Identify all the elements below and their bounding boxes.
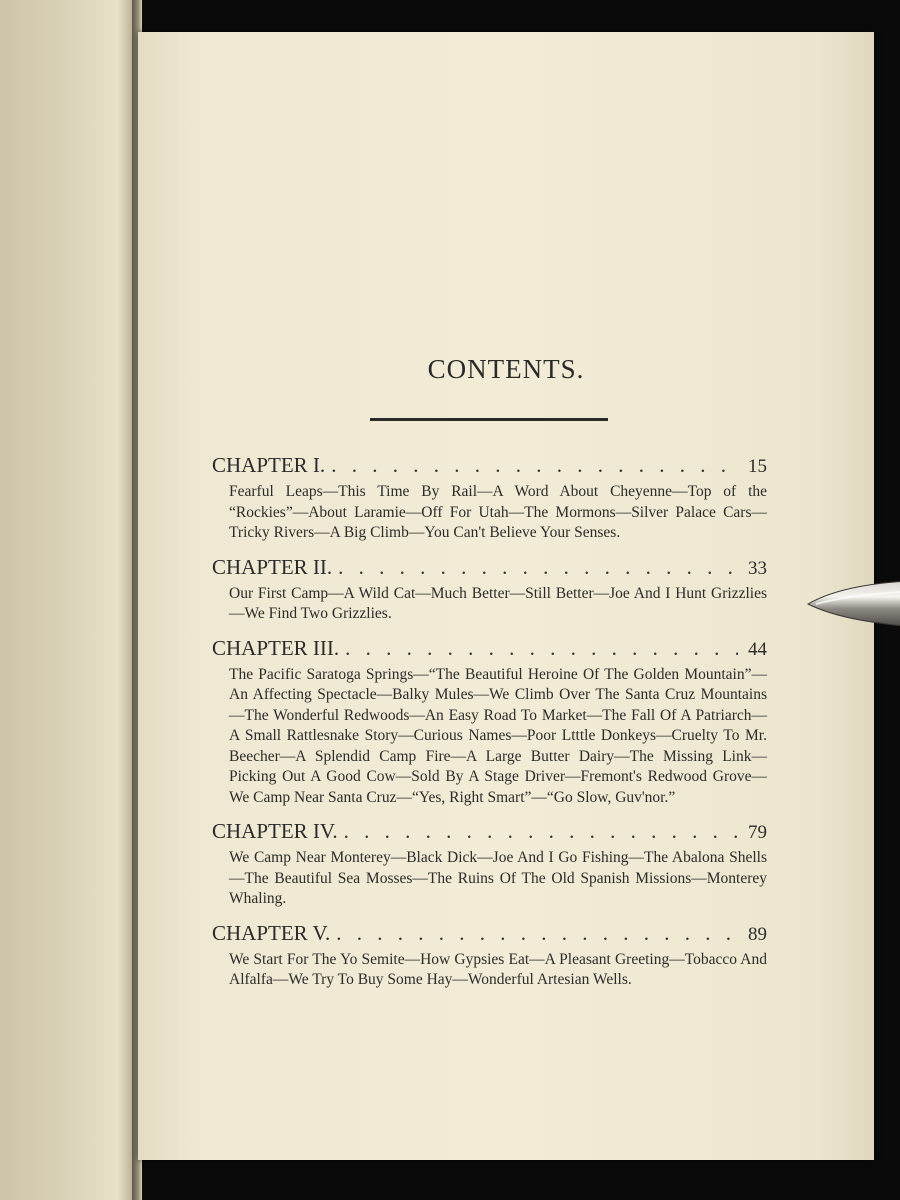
- chapter-label: CHAPTER III.: [212, 635, 340, 660]
- chapter-heading-line: [212, 633, 767, 665]
- chapter-heading-line: [212, 450, 767, 482]
- chapter-page-number: 79: [748, 822, 767, 843]
- facing-page: [0, 0, 138, 1200]
- chapter-page-number: 44: [748, 638, 767, 660]
- toc-entry-chapter-5: [212, 918, 767, 991]
- contents-page: [138, 32, 874, 1160]
- chapter-synopsis: We Start For The Yo Semite—How Gypsies Eat—A Pleasant Greeting—Tobacco And Alfalfa—We Try To Buy Some Hay—Wonderful Artesian Wells.: [229, 950, 767, 988]
- title-rule: [370, 418, 608, 421]
- dot-leader: [336, 918, 738, 948]
- chapter-page-number: 15: [748, 456, 767, 477]
- chapter-synopsis: Our First Camp—A Wild Cat—Much Better—Still Better—Joe And I Hunt Grizzlies—We Find Two Grizzlies.: [229, 584, 767, 622]
- chapter-page-number: 89: [748, 923, 767, 945]
- toc-entry-chapter-3: [212, 633, 767, 809]
- dot-leader: [344, 816, 738, 846]
- chapter-synopsis: We Camp Near Monterey—Black Dick—Joe And I Go Fishing—The Abalona Shells—The Beautiful Sea Mosses—The Ruins Of The Old Spanish Missions—Monterey Whaling.: [229, 849, 767, 907]
- chapter-page-number: 33: [748, 557, 767, 579]
- chapter-heading-line: [212, 816, 767, 848]
- dot-leader: [331, 450, 738, 480]
- chapter-label: CHAPTER IV.: [212, 819, 338, 843]
- page-title: CONTENTS.: [427, 354, 585, 384]
- chapter-heading-line: [212, 918, 767, 950]
- chapter-synopsis: The Pacific Saratoga Springs—“The Beautiful Heroine Of The Golden Mountain”—An Affecting Spectacle—Balky Mules—We Climb Over The Santa Cruz Mountains—The Wonderful Redwoods—An Easy Road To Market—The Fall Of A Patriarch—A Small Rattlesnake Story—Curious Names—Poor Ltttle Donkeys—Cruelty To Mr. Beecher—A Splendid Camp Fire—A Large Butter Dairy—The Missing Link—Picking Out A Good Cow—Sold By A Stage Driver—Fremont's Redwood Grove—We Camp Near Santa Cruz—“Yes, Right Smart”—“Go Slow, Guv'nor.”: [229, 665, 767, 806]
- page-pointer-tool: [806, 578, 900, 630]
- dot-leader: [345, 633, 738, 663]
- chapter-label: CHAPTER I.: [212, 453, 326, 477]
- chapter-heading-line: [212, 552, 767, 584]
- table-of-contents: [212, 450, 767, 999]
- chapter-label: CHAPTER V.: [212, 920, 331, 945]
- toc-entry-chapter-1: [212, 450, 767, 544]
- toc-entry-chapter-4: [212, 816, 767, 910]
- chapter-synopsis: Fearful Leaps—This Time By Rail—A Word About Cheyenne—Top of the “Rockies”—About Laramie—Off For Utah—The Mormons—Silver Palace Cars—Tricky Rivers—A Big Climb—You Can't Believe Your Senses.: [229, 483, 767, 541]
- toc-entry-chapter-2: [212, 552, 767, 625]
- chapter-label: CHAPTER II.: [212, 554, 333, 579]
- dot-leader: [338, 552, 738, 582]
